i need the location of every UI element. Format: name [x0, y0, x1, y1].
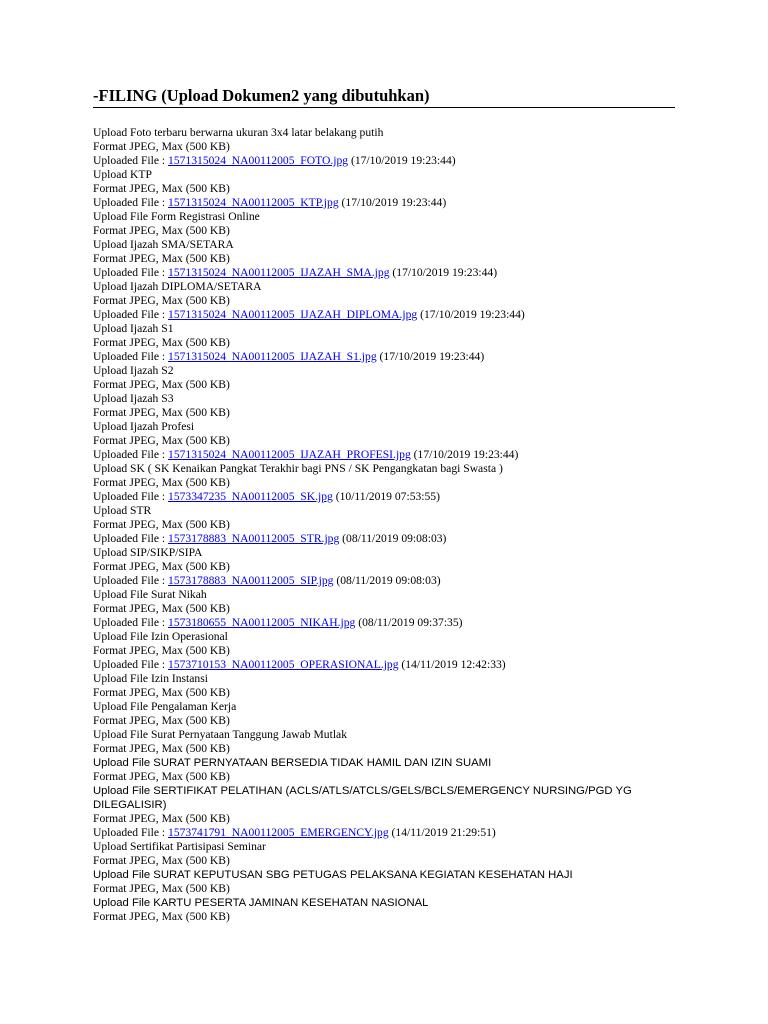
upload-label: Upload Ijazah S2 — [93, 364, 174, 377]
uploaded-file-prefix: Uploaded File : — [93, 616, 169, 629]
upload-timestamp: (08/11/2019 09:37:35) — [358, 616, 463, 629]
upload-timestamp: (08/11/2019 09:08:03) — [336, 574, 441, 587]
uploaded-file-link[interactable]: 1571315024_NA00112005_IJAZAH_S1.jpg — [168, 350, 377, 363]
uploaded-file-prefix: Uploaded File : — [93, 308, 169, 321]
upload-label: Upload SK ( SK Kenaikan Pangkat Terakhir bagi PNS / SK Pengangkatan bagi Swasta ) — [93, 462, 503, 475]
upload-label: Upload Ijazah S1 — [93, 322, 174, 335]
upload-timestamp: (17/10/2019 19:23:44) — [413, 448, 519, 461]
upload-item — [93, 546, 675, 588]
uploaded-file-row — [93, 308, 675, 322]
upload-item — [93, 420, 675, 462]
upload-label: Upload File Izin Instansi — [93, 672, 208, 685]
format-note: Format JPEG, Max (500 KB) — [93, 140, 230, 153]
upload-item — [93, 392, 675, 420]
upload-timestamp: (08/11/2019 09:08:03) — [342, 532, 447, 545]
format-note: Format JPEG, Max (500 KB) — [93, 252, 230, 265]
format-note: Format JPEG, Max (500 KB) — [93, 714, 230, 727]
format-note: Format JPEG, Max (500 KB) — [93, 854, 230, 867]
upload-list — [93, 126, 675, 924]
format-note: Format JPEG, Max (500 KB) — [93, 910, 230, 923]
upload-item — [93, 756, 675, 784]
uploaded-file-link[interactable]: 1571315024_NA00112005_FOTO.jpg — [168, 154, 349, 167]
format-note: Format JPEG, Max (500 KB) — [93, 770, 230, 783]
upload-item — [93, 322, 675, 364]
uploaded-file-link[interactable]: 1573741791_NA00112005_EMERGENCY.jpg — [168, 826, 389, 839]
uploaded-file-prefix: Uploaded File : — [93, 196, 169, 209]
uploaded-file-row — [93, 574, 675, 588]
upload-label: Upload Ijazah DIPLOMA/SETARA — [93, 280, 262, 293]
uploaded-file-link[interactable]: 1571315024_NA00112005_IJAZAH_PROFESI.jpg — [168, 448, 411, 461]
upload-label: Upload File SURAT KEPUTUSAN SBG PETUGAS PELAKSANA KEGIATAN KESEHATAN HAJI — [93, 869, 573, 881]
upload-label: Upload SIP/SIKP/SIPA — [93, 546, 203, 559]
format-note: Format JPEG, Max (500 KB) — [93, 602, 230, 615]
upload-timestamp: (14/11/2019 12:42:33) — [401, 658, 506, 671]
upload-label: Upload File Surat Nikah — [93, 588, 207, 601]
uploaded-file-row — [93, 154, 675, 168]
uploaded-file-prefix: Uploaded File : — [93, 490, 169, 503]
upload-item — [93, 630, 675, 672]
section-heading: -FILING (Upload Dokumen2 yang dibutuhkan) — [93, 86, 675, 108]
uploaded-file-prefix: Uploaded File : — [93, 532, 169, 545]
upload-item — [93, 210, 675, 238]
uploaded-file-row — [93, 196, 675, 210]
upload-item — [93, 700, 675, 728]
uploaded-file-row — [93, 826, 675, 840]
uploaded-file-link[interactable]: 1573180655_NA00112005_NIKAH.jpg — [168, 616, 356, 629]
upload-item — [93, 896, 675, 924]
uploaded-file-prefix: Uploaded File : — [93, 448, 169, 461]
upload-label: Upload File Form Registrasi Online — [93, 210, 260, 223]
format-note: Format JPEG, Max (500 KB) — [93, 644, 230, 657]
upload-label: Upload File Pengalaman Kerja — [93, 700, 237, 713]
upload-item — [93, 784, 675, 840]
upload-item — [93, 868, 675, 896]
upload-label: Upload File KARTU PESERTA JAMINAN KESEHATAN NASIONAL — [93, 897, 429, 909]
upload-timestamp: (17/10/2019 19:23:44) — [341, 196, 447, 209]
upload-item — [93, 238, 675, 280]
uploaded-file-row — [93, 266, 675, 280]
upload-item — [93, 588, 675, 630]
format-note: Format JPEG, Max (500 KB) — [93, 182, 230, 195]
filing-section — [93, 86, 675, 924]
uploaded-file-prefix: Uploaded File : — [93, 154, 169, 167]
upload-item — [93, 364, 675, 392]
format-note: Format JPEG, Max (500 KB) — [93, 294, 230, 307]
upload-label: Upload File SURAT PERNYATAAN BERSEDIA TIDAK HAMIL DAN IZIN SUAMI — [93, 757, 492, 769]
upload-timestamp: (14/11/2019 21:29:51) — [391, 826, 496, 839]
upload-timestamp: (17/10/2019 19:23:44) — [420, 308, 525, 321]
upload-label: Upload STR — [93, 504, 152, 517]
upload-item — [93, 672, 675, 700]
uploaded-file-prefix: Uploaded File : — [93, 574, 169, 587]
upload-label: Upload Sertifikat Partisipasi Seminar — [93, 840, 266, 853]
format-note: Format JPEG, Max (500 KB) — [93, 812, 230, 825]
format-note: Format JPEG, Max (500 KB) — [93, 686, 230, 699]
upload-label: Upload Ijazah SMA/SETARA — [93, 238, 234, 251]
upload-label: Upload Ijazah S3 — [93, 392, 174, 405]
upload-timestamp: (17/10/2019 19:23:44) — [350, 154, 456, 167]
uploaded-file-row — [93, 350, 675, 364]
uploaded-file-link[interactable]: 1571315024_NA00112005_IJAZAH_DIPLOMA.jpg — [168, 308, 418, 321]
upload-timestamp: (17/10/2019 19:23:44) — [379, 350, 485, 363]
format-note: Format JPEG, Max (500 KB) — [93, 476, 230, 489]
upload-item — [93, 840, 675, 868]
upload-item — [93, 728, 675, 756]
uploaded-file-row — [93, 532, 675, 546]
upload-timestamp: (10/11/2019 07:53:55) — [335, 490, 440, 503]
uploaded-file-row — [93, 616, 675, 630]
format-note: Format JPEG, Max (500 KB) — [93, 406, 230, 419]
uploaded-file-prefix: Uploaded File : — [93, 658, 169, 671]
upload-label: Upload Ijazah Profesi — [93, 420, 195, 433]
format-note: Format JPEG, Max (500 KB) — [93, 882, 230, 895]
uploaded-file-link[interactable]: 1573178883_NA00112005_SIP.jpg — [168, 574, 334, 587]
format-note: Format JPEG, Max (500 KB) — [93, 336, 230, 349]
format-note: Format JPEG, Max (500 KB) — [93, 742, 230, 755]
upload-item — [93, 504, 675, 546]
upload-item — [93, 462, 675, 504]
uploaded-file-row — [93, 448, 675, 462]
uploaded-file-link[interactable]: 1573178883_NA00112005_STR.jpg — [168, 532, 340, 545]
uploaded-file-prefix: Uploaded File : — [93, 266, 169, 279]
format-note: Format JPEG, Max (500 KB) — [93, 518, 230, 531]
uploaded-file-prefix: Uploaded File : — [93, 826, 169, 839]
uploaded-file-row — [93, 658, 675, 672]
uploaded-file-prefix: Uploaded File : — [93, 350, 169, 363]
upload-timestamp: (17/10/2019 19:23:44) — [392, 266, 498, 279]
upload-label: Upload File Surat Pernyataan Tanggung Jawab Mutlak — [93, 728, 347, 741]
upload-label: Upload KTP — [93, 168, 152, 181]
upload-item — [93, 168, 675, 210]
upload-label: Upload File SERTIFIKAT PELATIHAN (ACLS/ATLS/ATCLS/GELS/BCLS/EMERGENCY NURSING/PGD YG DILEGALISIR) — [93, 785, 632, 811]
format-note: Format JPEG, Max (500 KB) — [93, 378, 230, 391]
upload-label: Upload File Izin Operasional — [93, 630, 228, 643]
uploaded-file-row — [93, 490, 675, 504]
upload-item — [93, 280, 675, 322]
upload-item — [93, 126, 675, 168]
format-note: Format JPEG, Max (500 KB) — [93, 560, 230, 573]
uploaded-file-link[interactable]: 1573710153_NA00112005_OPERASIONAL.jpg — [168, 658, 399, 671]
uploaded-file-link[interactable]: 1571315024_NA00112005_IJAZAH_SMA.jpg — [168, 266, 390, 279]
format-note: Format JPEG, Max (500 KB) — [93, 434, 230, 447]
uploaded-file-link[interactable]: 1573347235_NA00112005_SK.jpg — [168, 490, 333, 503]
upload-label: Upload Foto terbaru berwarna ukuran 3x4 latar belakang putih — [93, 126, 384, 139]
format-note: Format JPEG, Max (500 KB) — [93, 224, 230, 237]
uploaded-file-link[interactable]: 1571315024_NA00112005_KTP.jpg — [168, 196, 339, 209]
